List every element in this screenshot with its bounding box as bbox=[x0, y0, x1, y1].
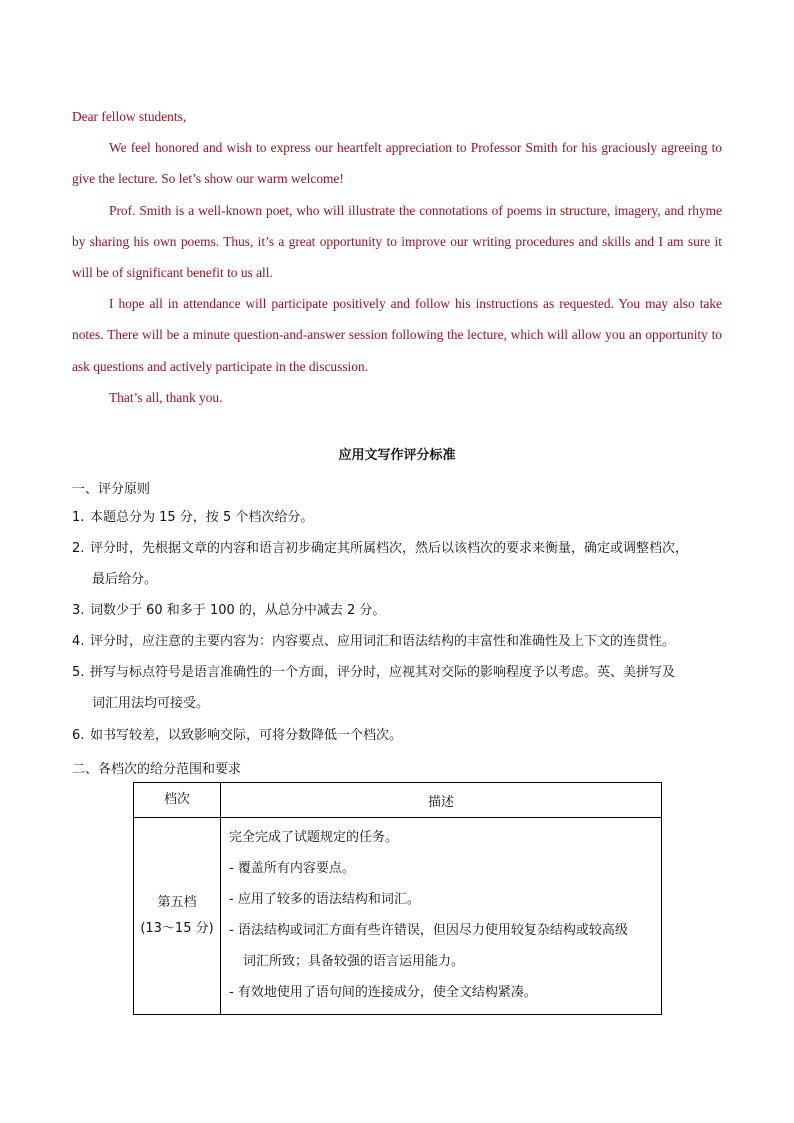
principle-number: 6. bbox=[72, 728, 85, 743]
table-row bbox=[134, 818, 662, 1015]
principle-text: 本题总分为 15 分，按 5 个档次给分。 bbox=[90, 510, 314, 525]
principle-item bbox=[72, 502, 732, 533]
principle-text: 如书写较差，以致影响交际，可将分数降低一个档次。 bbox=[90, 728, 403, 743]
sample-letter bbox=[72, 101, 722, 413]
letter-paragraph-2: Prof. Smith is a well-known poet, who will illustrate the connotations of poems in structure, imagery, and rhyme by sharing his own poems. Thus, it’s a great opportunity to improve our writing procedures and skills and I am sure it will be of significant benefit to us all. bbox=[72, 202, 722, 281]
rubric-title: 应用文写作评分标准 bbox=[338, 448, 456, 463]
letter-paragraph-3: I hope all in attendance will participate positively and follow his instructions as requested. You may also take notes. There will be a minute question-and-answer session following the lecture, which will allow you an opportunity to ask questions and actively participate in the discussion. bbox=[72, 296, 722, 374]
description-line: 完全完成了试题规定的任务。 bbox=[229, 830, 399, 845]
letter-paragraph-1: We feel honored and wish to express our heartfelt appreciation to Professor Smith for his graciously agreeing to give the lecture. So let’s show our warm welcome! bbox=[72, 140, 722, 187]
level-range: (13～15 分) bbox=[140, 921, 214, 936]
header-description: 描述 bbox=[221, 783, 662, 818]
principle-item bbox=[72, 533, 732, 595]
description-line: 词汇所致；具备较强的语言运用能力。 bbox=[243, 954, 465, 969]
level-cell bbox=[134, 818, 221, 1015]
principle-number: 1. bbox=[72, 510, 85, 525]
principle-text: 词数少于 60 和多于 100 的，从总分中减去 2 分。 bbox=[90, 603, 386, 618]
description-line: - 有效地使用了语句间的连接成分，使全文结构紧凑。 bbox=[229, 985, 537, 1000]
table-header-row bbox=[134, 783, 662, 818]
principle-item bbox=[72, 720, 732, 751]
principle-text-continued: 最后给分。 bbox=[92, 572, 158, 587]
letter-closing: That’s all, thank you. bbox=[109, 389, 223, 405]
description-line: - 覆盖所有内容要点。 bbox=[229, 861, 355, 876]
principle-text: 评分时，先根据文章的内容和语言初步确定其所属档次，然后以该档次的要求来衡量，确定或调整档次， bbox=[90, 541, 689, 556]
principle-number: 5. bbox=[72, 665, 85, 680]
principle-item bbox=[72, 595, 732, 626]
principle-number: 2. bbox=[72, 541, 85, 556]
principle-text: 评分时，应注意的主要内容为：内容要点、应用词汇和语法结构的丰富性和准确性及上下文的连贯性。 bbox=[90, 634, 676, 649]
section-heading-levels: 二、各档次的给分范围和要求 bbox=[72, 762, 242, 777]
principle-item bbox=[72, 657, 732, 719]
principle-number: 3. bbox=[72, 603, 85, 618]
description-cell bbox=[221, 818, 662, 1015]
level-name: 第五档 bbox=[157, 895, 197, 910]
principle-item bbox=[72, 626, 732, 657]
principle-number: 4. bbox=[72, 634, 85, 649]
description-line: - 应用了较多的语法结构和词汇。 bbox=[229, 892, 420, 907]
principle-text-continued: 词汇用法均可接受。 bbox=[92, 696, 210, 711]
header-level: 档次 bbox=[134, 783, 221, 818]
principle-text: 拼写与标点符号是语言准确性的一个方面，评分时，应视其对交际的影响程度予以考虑。英、美拼写及 bbox=[90, 665, 676, 680]
grading-table bbox=[133, 782, 662, 1015]
section-heading-principles: 一、评分原则 bbox=[72, 482, 151, 497]
description-line: - 语法结构或词汇方面有些许错误，但因尽力使用较复杂结构或较高级 bbox=[229, 923, 628, 938]
letter-greeting: Dear fellow students, bbox=[72, 109, 187, 124]
